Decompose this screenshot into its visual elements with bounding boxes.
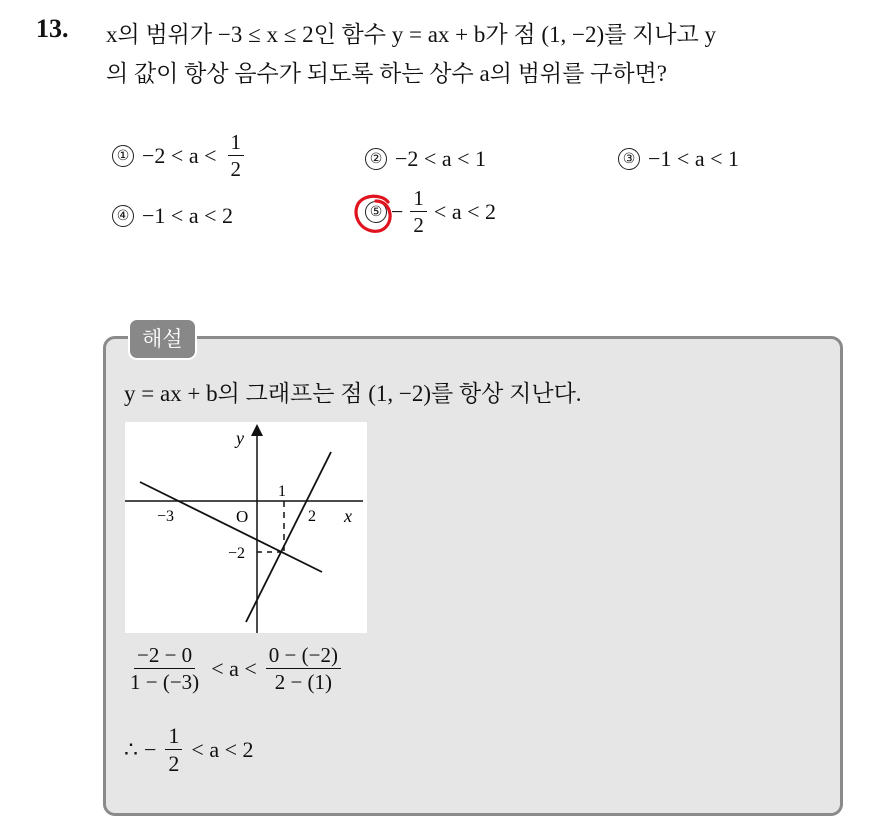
graph-tick-neg3: −3 (157, 508, 175, 525)
choice-marker-1: ① (112, 145, 134, 167)
conclusion-frac-num: 1 (165, 725, 182, 750)
ineq-left-den: 1 − (−3) (130, 670, 200, 694)
choice-marker-3: ③ (618, 148, 640, 170)
conclusion-post: < a < 2 (191, 737, 254, 762)
solution-graph (125, 422, 367, 633)
ineq-right-den: 2 − (1) (274, 670, 333, 694)
choice-3[interactable] (618, 146, 739, 172)
choice-1-pre: −2 < a < (142, 143, 217, 168)
choice-1-frac-den: 2 (230, 157, 241, 181)
choice-2-text: −2 < a < 1 (395, 146, 486, 171)
question-text-line2: 의 값이 항상 음수가 되도록 하는 상수 a의 범위를 구하면? (106, 61, 667, 86)
choice-5-frac-den: 2 (413, 213, 424, 237)
choice-marker-4: ④ (112, 205, 134, 227)
choice-3-text: −1 < a < 1 (648, 146, 739, 171)
solution-line1: y = ax + b의 그래프는 점 (1, −2)를 항상 지난다. (124, 381, 582, 406)
solution-conclusion (124, 725, 254, 775)
choice-1-fraction (228, 132, 245, 180)
choice-4[interactable] (112, 203, 233, 229)
choice-1-frac-num: 1 (228, 132, 245, 156)
ineq-right-num: 0 − (−2) (266, 645, 341, 669)
graph-tick-2: 2 (308, 508, 316, 525)
choice-5-fraction (410, 188, 427, 236)
choice-5-post: < a < 2 (433, 199, 497, 224)
graph-x-label: x (344, 506, 352, 526)
therefore-symbol: ∴ (124, 737, 138, 762)
choice-2[interactable] (365, 146, 486, 172)
conclusion-fraction (165, 725, 182, 775)
ineq-left-num: −2 − 0 (134, 645, 195, 669)
conclusion-pre: − (144, 737, 157, 762)
solution-tag: 해설 (128, 318, 197, 360)
choice-1[interactable] (112, 132, 247, 180)
graph-origin-label: O (236, 507, 249, 526)
answer-circle-mark (352, 192, 396, 236)
solution-inequality (124, 645, 344, 693)
conclusion-frac-den: 2 (168, 751, 180, 776)
choice-5-frac-num: 1 (410, 188, 427, 212)
ineq-mid: < a < (211, 656, 257, 681)
choice-marker-5: ⑤ (365, 201, 387, 223)
line-through-2 (246, 452, 331, 622)
choice-5-pre: − (391, 199, 404, 224)
ineq-right-fraction (266, 645, 341, 693)
question-number: 13. (36, 14, 69, 43)
question-text-line1: x의 범위가 −3 ≤ x ≤ 2인 함수 y = ax + b가 점 (1, −2)를 지나고 y (106, 22, 716, 47)
graph-y-label: y (236, 428, 244, 448)
graph-tick-1: 1 (278, 483, 286, 500)
graph-tick-neg2: −2 (228, 545, 246, 562)
graph-svg (125, 422, 367, 633)
choice-marker-2: ② (365, 148, 387, 170)
ineq-left-fraction (127, 645, 202, 693)
choice-4-text: −1 < a < 2 (142, 203, 233, 228)
